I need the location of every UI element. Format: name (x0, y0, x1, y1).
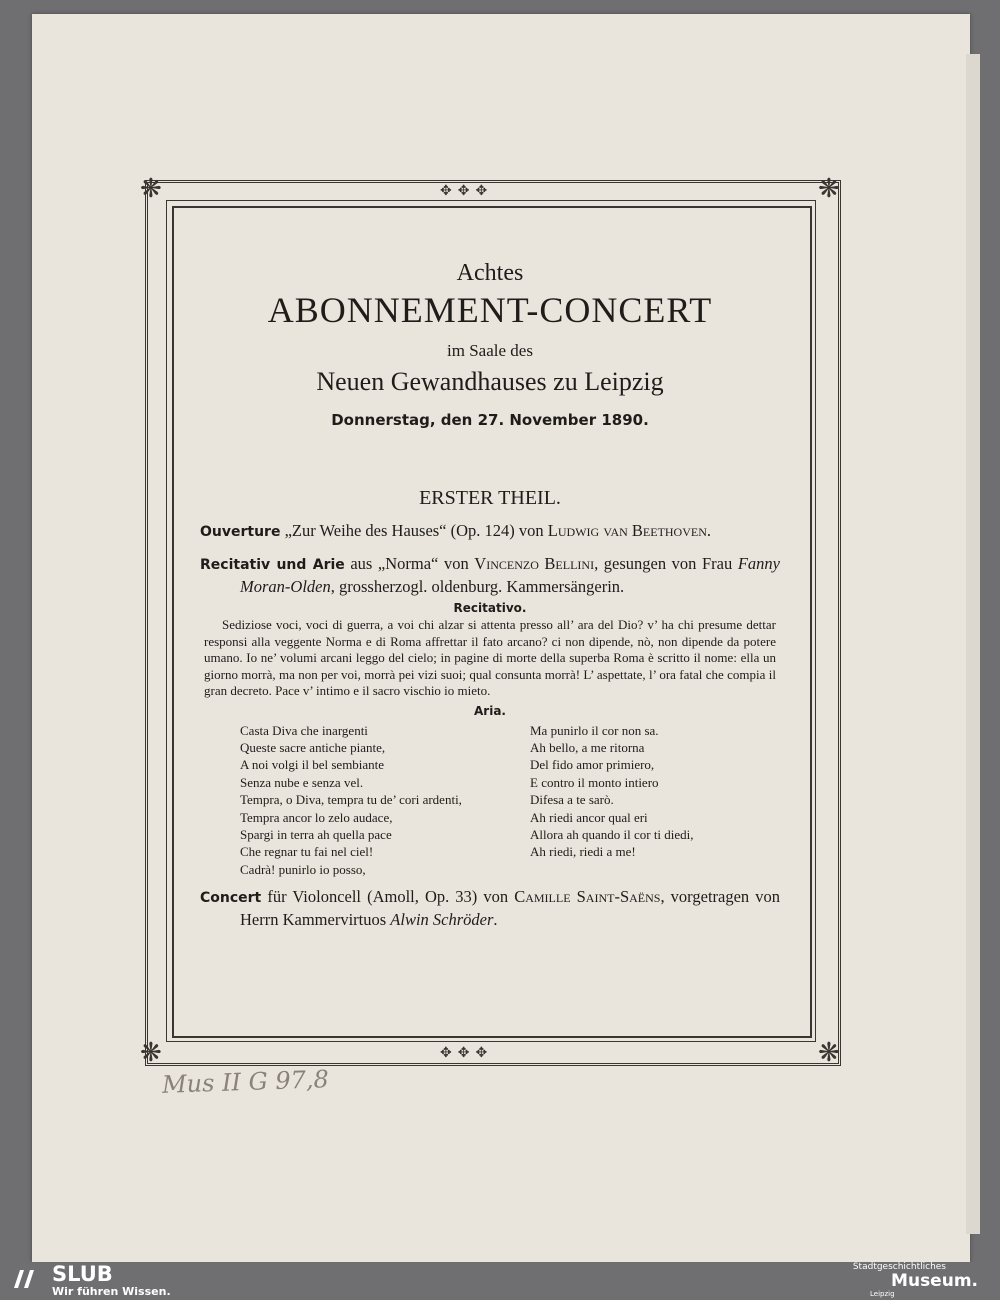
program-item-overture (200, 520, 780, 543)
singer-name: Fanny Moran-Olden (240, 554, 780, 596)
aria-line: Ah riedi, riedi a me! (530, 844, 636, 860)
aria-line: Del fido amor primiero, (530, 757, 655, 773)
frame-ornament-icon: ✥✥✥ (440, 1046, 494, 1061)
aria-column-left (200, 722, 510, 879)
item-text: , vorgetragen von Herrn Kammervirtuos (240, 887, 780, 930)
aria-line: Spargi in terra ah quella pace (240, 826, 392, 842)
program-item-concert (200, 886, 780, 930)
aria-line: Cadrà! punirlo io posso, (240, 861, 366, 877)
aria-line: Ah bello, a me ritorna (530, 739, 645, 755)
aria-line: Allora ah quando il cor ti diedi, (530, 826, 694, 842)
item-end: . (493, 910, 498, 930)
shelfmark-signature: Mus II G 97,8 (161, 1065, 330, 1099)
item-text: aus „Norma“ von (344, 554, 475, 573)
item-text: , grossherzogl. oldenburg. Kammersängerin. (330, 577, 625, 596)
aria-text (200, 722, 780, 879)
program-item-recitativ (200, 553, 780, 597)
concert-date: Donnerstag, den 27. November 1890. (331, 411, 649, 429)
aria-line: Tempra, o Diva, tempra tu de’ cori ardenti, (240, 792, 462, 808)
recitativo-heading: Recitativo. (453, 601, 527, 615)
aria-line: Che regnar tu fai nel ciel! (240, 844, 374, 860)
composer-name: Vincenzo Bellini (474, 554, 595, 573)
aria-line: Ah riedi ancor qual eri (530, 809, 648, 825)
frame-ornament-icon: ✥✥✥ (440, 184, 494, 199)
composer-name: Ludwig van Beethoven (547, 521, 707, 540)
recitativo-text: Sediziose voci, voci di guerra, a voi chi alzar si attenta presso all’ ara del Dio? v’ ha chi presume dettar responsi alla veggente Norma e di Roma affrettar il fato arcano? ci non dipende, nò, non dipende da potere umano. Io ne’ volumi arcani leggo del cielo; in pagine di morte della superba Roma è scritto il nome: ella un giorno morrà, ma non per voi, morrà pei vizi suoi; qual consunta morrà! L’ aspettate, l’ ora fatal che compia il gran decreto. Pace v’ intimo e il sacro vischio io mieto. (204, 617, 776, 698)
slub-logo-text[interactable]: SLUB (52, 1262, 113, 1286)
venue-prefix: im Saale des (447, 341, 533, 360)
slub-logo-icon[interactable] (12, 1268, 36, 1290)
composer-name: Camille Saint-Saëns (514, 887, 661, 907)
item-text: für Violoncell (Amoll, Op. 33) von (261, 887, 515, 907)
aria-line: Queste sacre antiche piante, (240, 739, 386, 755)
frame-ornament-icon: ❋ (140, 1038, 162, 1067)
aria-line: A noi volgi il bel sembiante (240, 757, 385, 773)
frame-ornament-icon: ❋ (818, 174, 840, 203)
aria-line: Ma punirlo il cor non sa. (530, 722, 659, 738)
museum-logo-text[interactable]: Museum. (891, 1271, 978, 1291)
item-label: Concert (200, 890, 262, 907)
concert-number: Achtes (456, 260, 524, 286)
item-end: . (706, 521, 712, 540)
part-heading: ERSTER THEIL. (419, 487, 561, 509)
venue-name: Neuen Gewandhauses zu Leipzig (316, 367, 664, 396)
frame-ornament-icon: ❋ (140, 174, 162, 203)
museum-logo-prefix: Stadtgeschichtliches (852, 1262, 946, 1272)
aria-line: Senza nube e senza vel. (240, 774, 364, 790)
frame-ornament-icon: ❋ (818, 1038, 840, 1067)
aria-line: E contro il monto intiero (530, 774, 659, 790)
program-content (200, 260, 780, 930)
item-text: , gesungen von Frau (594, 554, 738, 573)
item-label: Recitativ und Arie (200, 557, 345, 573)
item-text: „Zur Weihe des Hauses“ (Op. 124) von (284, 521, 548, 540)
museum-logo-city: Leipzig (870, 1290, 895, 1298)
aria-heading: Aria. (474, 703, 506, 718)
page-title: ABONNEMENT-CONCERT (267, 290, 713, 330)
performer-name: Alwin Schröder (390, 910, 494, 930)
aria-line: Casta Diva che inargenti (240, 722, 368, 738)
slub-tagline: Wir führen Wissen. (52, 1285, 171, 1298)
aria-line: Tempra ancor lo zelo audace, (240, 809, 393, 825)
item-label: Ouverture (200, 524, 281, 540)
aria-column-right (530, 722, 780, 879)
aria-line: Difesa a te sarò. (530, 792, 614, 808)
paper-edge (966, 54, 980, 1234)
